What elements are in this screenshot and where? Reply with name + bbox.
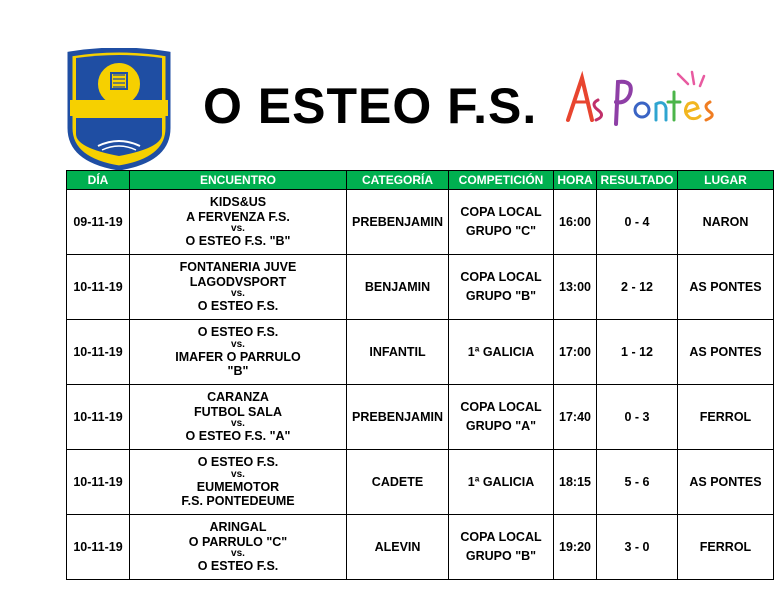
- match-line: IMAFER O PARRULO: [175, 349, 301, 364]
- venue-cell: AS PONTES: [678, 255, 774, 320]
- result-cell: 2 - 12: [597, 255, 678, 320]
- result-cell: 3 - 0: [597, 515, 678, 580]
- date-cell: 10-11-19: [67, 515, 130, 580]
- category-cell: INFANTIL: [347, 320, 449, 385]
- table-header-row: [67, 171, 774, 190]
- table-row: [67, 515, 774, 580]
- competition-line: GRUPO "C": [465, 224, 537, 238]
- competition-cell: [449, 515, 554, 580]
- match-cell: [130, 515, 347, 580]
- match-line: "B": [227, 364, 249, 379]
- match-line: ARINGAL: [209, 520, 267, 535]
- competition-cell: [449, 190, 554, 255]
- time-cell: 18:15: [554, 450, 597, 515]
- date-cell: 10-11-19: [67, 320, 130, 385]
- time-cell: 17:40: [554, 385, 597, 450]
- match-line: FUTBOL SALA: [194, 404, 282, 419]
- match-line: CARANZA: [207, 390, 269, 405]
- as-pontes-logo-icon: [560, 64, 720, 144]
- match-line: vs.: [231, 548, 245, 560]
- match-cell: [130, 385, 347, 450]
- column-header-lugar: LUGAR: [678, 171, 774, 190]
- match-cell: [130, 255, 347, 320]
- time-cell: 13:00: [554, 255, 597, 320]
- match-line: F.S. PONTEDEUME: [181, 494, 295, 509]
- match-line: O ESTEO F.S. "B": [185, 234, 291, 249]
- column-header-encuentro: ENCUENTRO: [130, 171, 347, 190]
- result-cell: 1 - 12: [597, 320, 678, 385]
- competition-line: COPA LOCAL: [460, 400, 542, 414]
- competition-line: GRUPO "A": [465, 419, 537, 433]
- match-line: vs.: [231, 468, 245, 480]
- match-line: O ESTEO F.S. "A": [185, 429, 291, 444]
- match-line: FONTANERIA JUVE: [179, 260, 297, 275]
- result-cell: 0 - 4: [597, 190, 678, 255]
- category-cell: BENJAMIN: [347, 255, 449, 320]
- category-cell: PREBENJAMIN: [347, 190, 449, 255]
- match-line: vs.: [231, 418, 245, 430]
- table-row: [67, 190, 774, 255]
- match-line: vs.: [231, 338, 245, 350]
- match-cell: [130, 320, 347, 385]
- column-header-dia: DÍA: [67, 171, 130, 190]
- table-body: [67, 190, 774, 580]
- competition-line: GRUPO "B": [465, 289, 537, 303]
- match-line: LAGODVSPORT: [189, 274, 287, 289]
- date-cell: 10-11-19: [67, 385, 130, 450]
- competition-line: GRUPO "B": [465, 549, 537, 563]
- venue-cell: AS PONTES: [678, 450, 774, 515]
- header: [0, 0, 784, 168]
- date-cell: 10-11-19: [67, 450, 130, 515]
- competition-cell: [449, 450, 554, 515]
- match-cell: [130, 450, 347, 515]
- time-cell: 16:00: [554, 190, 597, 255]
- category-cell: CADETE: [347, 450, 449, 515]
- fixtures-table: [66, 170, 774, 580]
- competition-cell: [449, 385, 554, 450]
- match-line: KIDS&US: [209, 195, 267, 210]
- match-line: vs.: [231, 223, 245, 235]
- match-line: A FERVENZA F.S.: [186, 209, 290, 224]
- category-cell: PREBENJAMIN: [347, 385, 449, 450]
- match-line: O ESTEO F.S.: [197, 325, 279, 340]
- match-line: O ESTEO F.S.: [197, 559, 279, 574]
- date-cell: 10-11-19: [67, 255, 130, 320]
- venue-cell: FERROL: [678, 385, 774, 450]
- column-header-competicion: COMPETICIÓN: [449, 171, 554, 190]
- competition-line: 1ª GALICIA: [467, 344, 535, 359]
- match-cell: [130, 190, 347, 255]
- match-line: EUMEMOTOR: [196, 479, 280, 494]
- date-cell: 09-11-19: [67, 190, 130, 255]
- competition-line: COPA LOCAL: [460, 270, 542, 284]
- result-cell: 5 - 6: [597, 450, 678, 515]
- column-header-hora: HORA: [554, 171, 597, 190]
- competition-line: COPA LOCAL: [460, 530, 542, 544]
- table-row: [67, 320, 774, 385]
- page-title: O ESTEO F.S.: [203, 78, 538, 134]
- venue-cell: NARON: [678, 190, 774, 255]
- competition-cell: [449, 255, 554, 320]
- table-row: [67, 450, 774, 515]
- match-line: O ESTEO F.S.: [197, 299, 279, 314]
- competition-line: COPA LOCAL: [460, 205, 542, 219]
- match-line: vs.: [231, 288, 245, 300]
- match-line: O PARRULO "C": [188, 534, 288, 549]
- competition-line: 1ª GALICIA: [467, 474, 535, 489]
- result-cell: 0 - 3: [597, 385, 678, 450]
- time-cell: 19:20: [554, 515, 597, 580]
- club-crest-icon: [66, 48, 172, 170]
- column-header-categoria: CATEGORÍA: [347, 171, 449, 190]
- match-line: O ESTEO F.S.: [197, 455, 279, 470]
- table-row: [67, 385, 774, 450]
- venue-cell: AS PONTES: [678, 320, 774, 385]
- venue-cell: FERROL: [678, 515, 774, 580]
- column-header-resultado: RESULTADO: [597, 171, 678, 190]
- table-row: [67, 255, 774, 320]
- competition-cell: [449, 320, 554, 385]
- time-cell: 17:00: [554, 320, 597, 385]
- category-cell: ALEVIN: [347, 515, 449, 580]
